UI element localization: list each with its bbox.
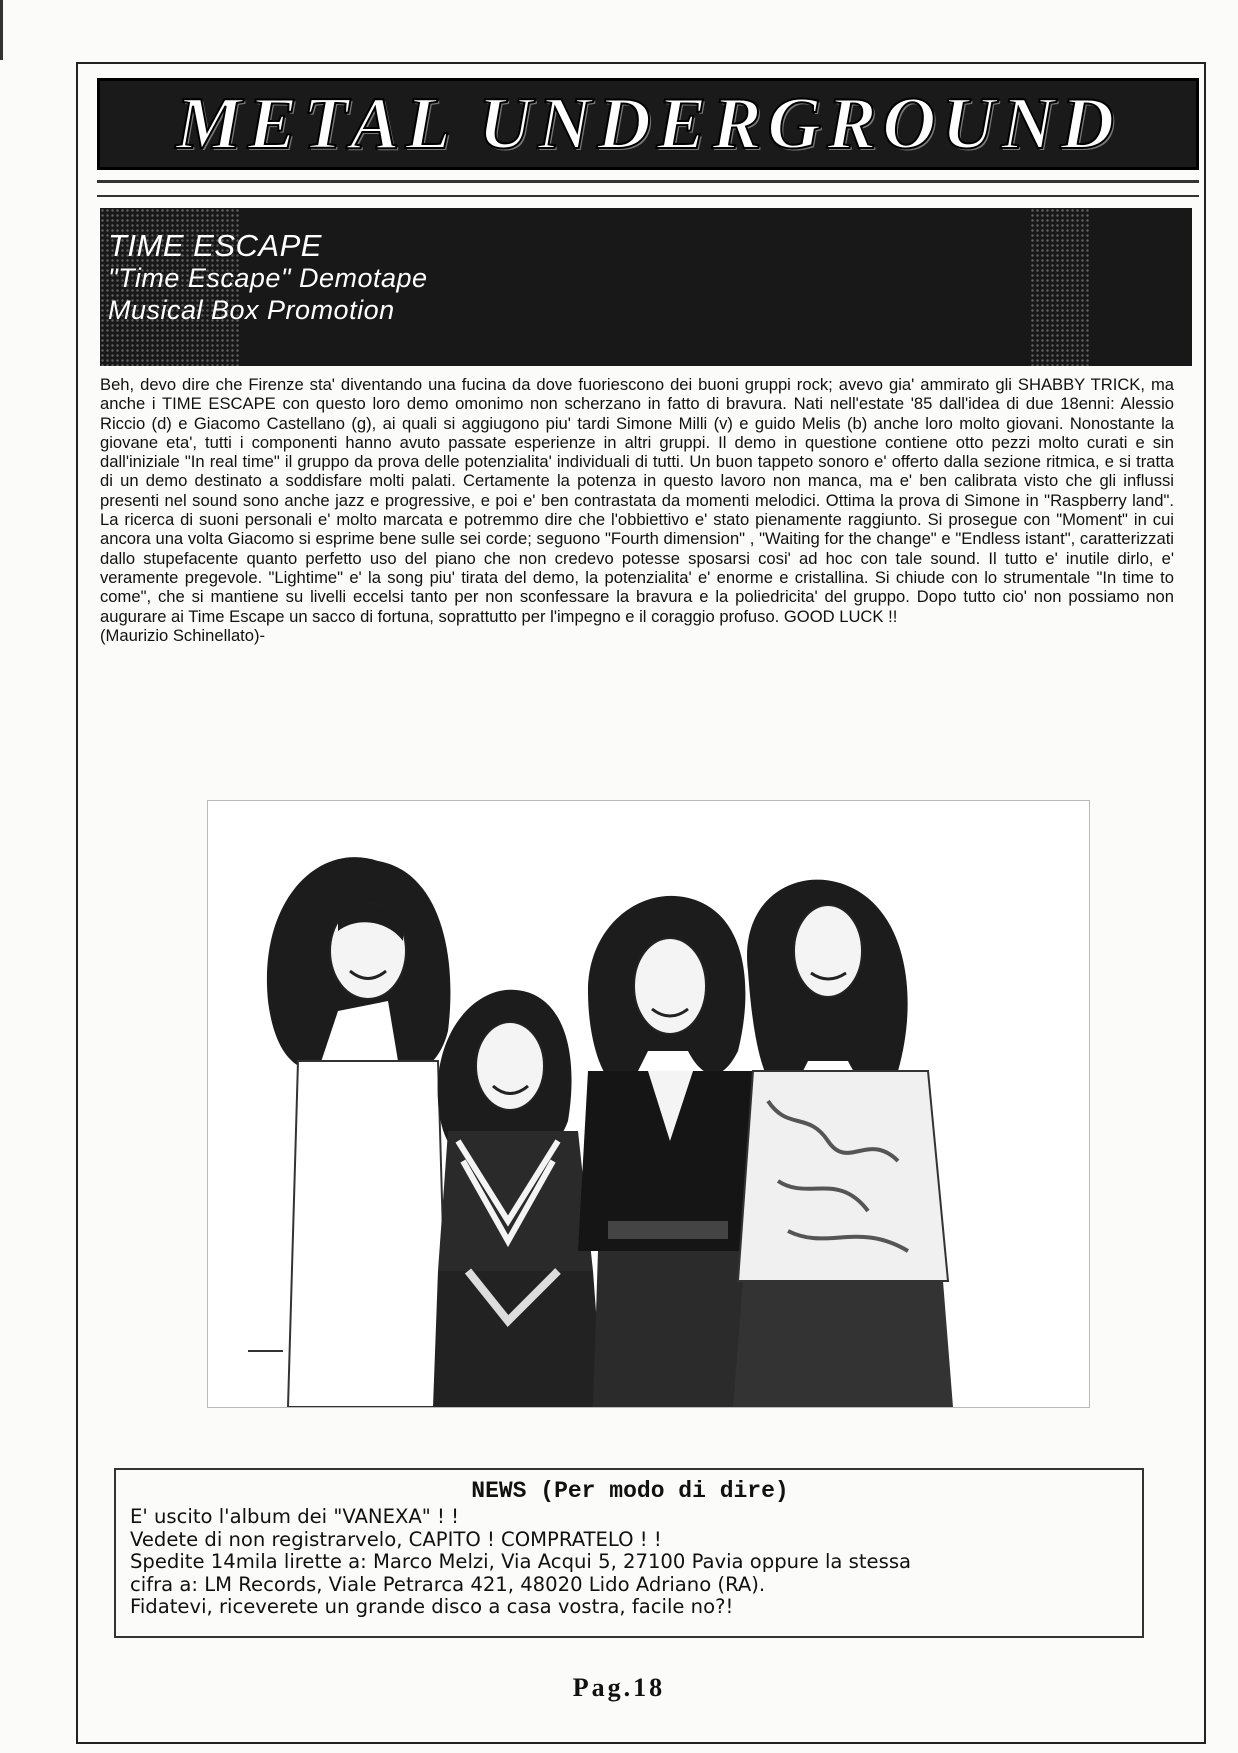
news-title: NEWS (Per modo di dire) xyxy=(471,1478,789,1504)
page-number: Pag.18 xyxy=(572,1673,666,1702)
review-text xyxy=(100,375,1174,645)
review-body: Beh, devo dire che Firenze sta' diventando una fucina da dove fuoriescono dei buoni gruppi rock; avevo gia' ammirato gli SHABBY TRICK, ma anche i TIME ESCAPE con questo loro demo omonimo non scherzano in fatto di bravura. Nati nell'estate '85 dall'idea di due 18enni: Alessio Riccio (d) e Giacomo Castellano (g), ai quali si aggiugono piu' tardi Simone Milli (v) e guido Melis (b) anche loro molto giovani. Nonostante la giovane eta', tutti i componenti hanno avuto passate esperienze in altri gruppi. Il demo in questione contiene otto pezzi molto curati e sin dall'iniziale "In real time" il gruppo da prova delle potenzialita' individuali di tutti. Un buon tappeto sonoro e' offerto dalla sezione ritmica, e si tratta di un demo destinato a soddisfare molti palati. Certamente la potenza in questo lavoro non manca, ma e' ben calibrata visto che gli influssi presenti nel sound sono anche jazz e progressive, e poi e' ben contrastata da momenti melodici. Ottima la prova di Simone in "Raspberry land". La ricerca di suoni personali e' molto marcata e potremmo dire che l'obbiettivo e' stato pienamente raggiunto. Si prosegue con "Moment" in cui ancora una volta Giacomo si esprime bene sulle sei corde; seguono "Fourth dimension" , "Waiting for the change" e "Endless istant", caratterizzati dallo stupefacente quanto perfetto uso del piano che non credevo potesse sposarsi cosi' ad hoc con tale sound. Il tutto e' inutile dirlo, e' veramente pregevole. "Lightime" e' la song piu' tirata del demo, la potenzialita' e' enorme e cristallina. Si chiude con lo strumentale "In time to come", che si mantiene su livelli eccelsi tanto per non sconfessare la bravura e la poliedricita' del gruppo. Dopo tutto cio' non possiamo non augurare ai Time Escape un sacco di fortuna, soprattutto per l'impegno e il coraggio profuso. GOOD LUCK !! xyxy=(100,375,1174,626)
band-photo-illustration xyxy=(208,801,1089,1407)
masthead-title: METAL UNDERGROUND xyxy=(175,82,1121,165)
divider-rule xyxy=(97,180,1199,183)
divider-rule xyxy=(97,195,1199,197)
review-signature: (Maurizio Schinellato)- xyxy=(100,625,266,645)
news-line: Fidatevi, riceverete un grande disco a casa vostra, facile no?! xyxy=(130,1595,734,1618)
promotion-label: Musical Box Promotion xyxy=(108,295,395,325)
news-line: Spedite 14mila lirette a: Marco Melzi, Via Acqui 5, 27100 Pavia oppure la stessa xyxy=(130,1550,912,1573)
masthead xyxy=(97,78,1199,170)
review-header xyxy=(100,208,1192,366)
news-line: cifra a: LM Records, Viale Petrarca 421, 48020 Lido Adriano (RA). xyxy=(130,1572,766,1596)
release-title: "Time Escape" Demotape xyxy=(108,263,428,293)
news-line: Vedete di non registrarvelo, CAPITO ! COMPRATELO ! ! xyxy=(130,1527,662,1551)
band-photo xyxy=(207,800,1090,1408)
news-line: E' uscito l'album dei "VANEXA" ! ! xyxy=(130,1505,459,1528)
scan-mark xyxy=(0,0,3,60)
news-box xyxy=(114,1468,1144,1638)
band-name: TIME ESCAPE xyxy=(108,228,322,263)
